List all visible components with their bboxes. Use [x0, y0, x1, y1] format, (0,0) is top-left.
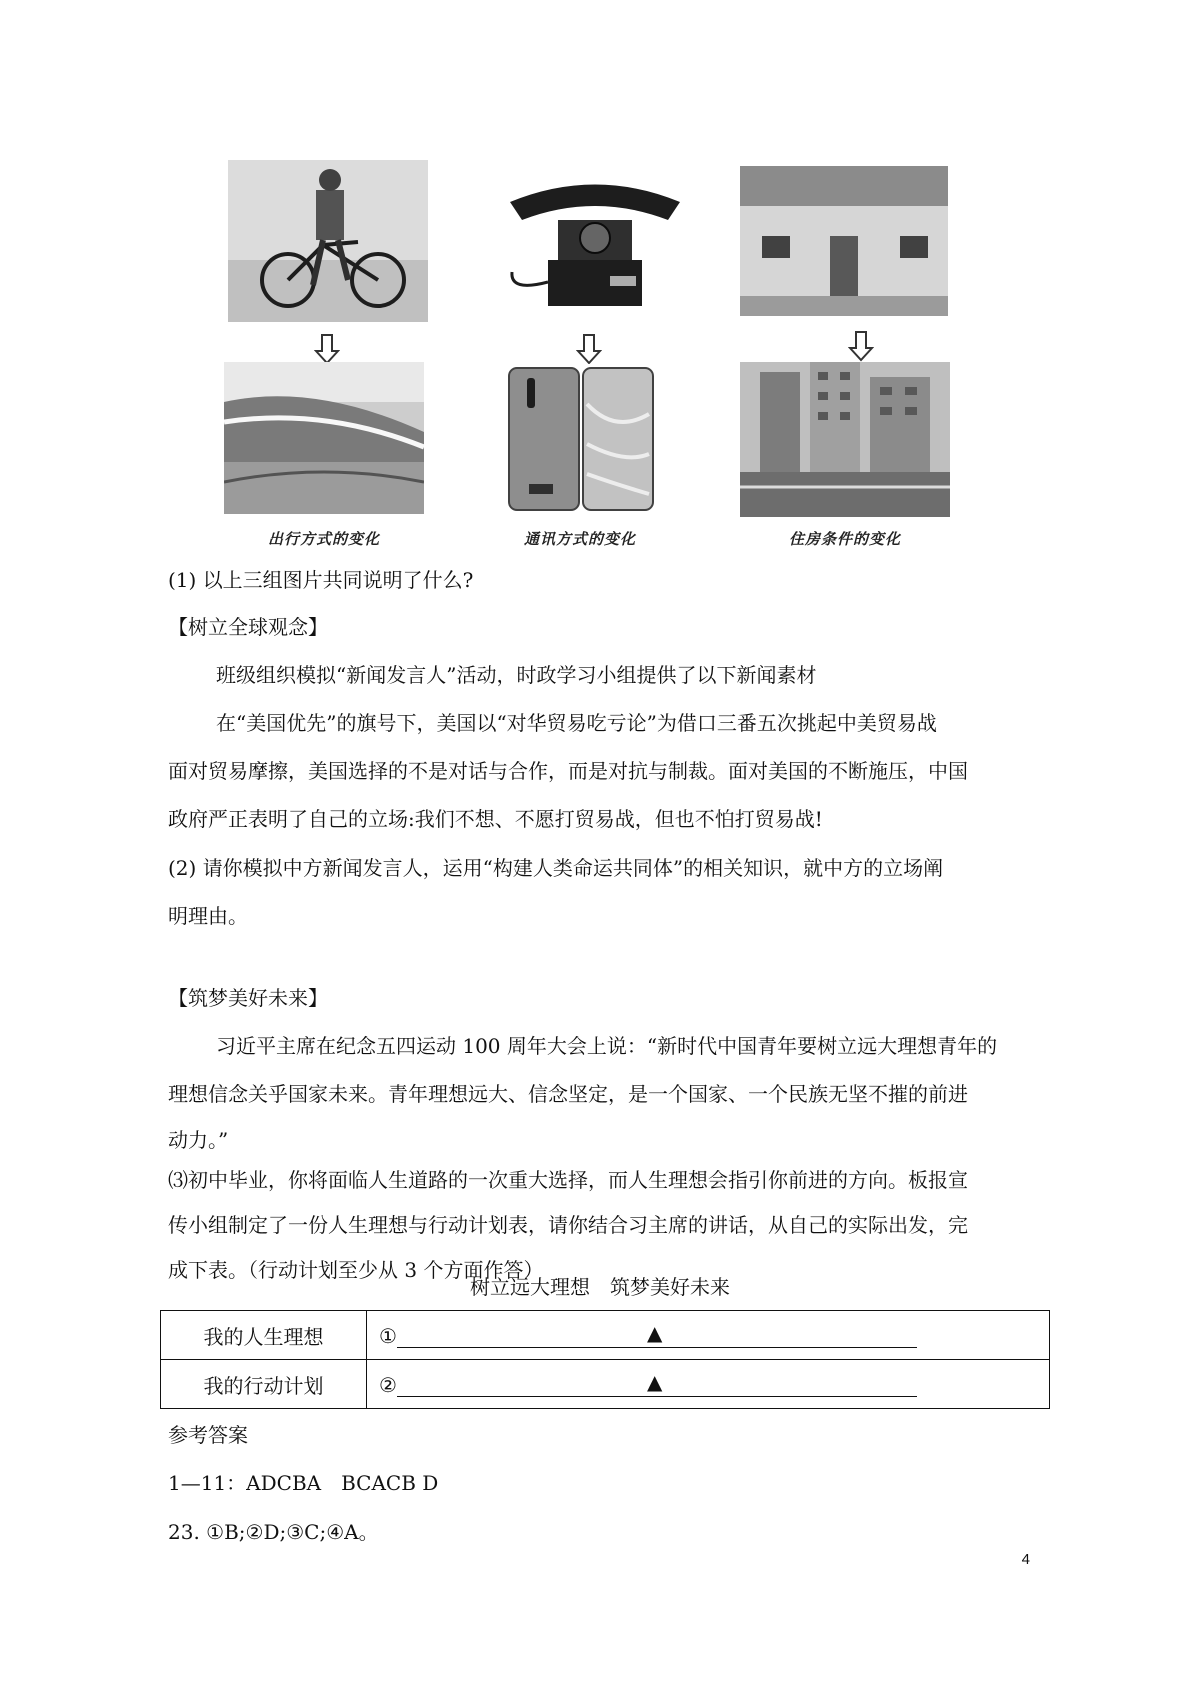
modern-apartment-photo: [740, 362, 950, 517]
answer-blank-cell[interactable]: [367, 1360, 1050, 1409]
triangle-marker: ▲: [646, 1369, 663, 1394]
caption-transport: 出行方式的变化: [267, 530, 380, 548]
answer-blank-cell[interactable]: [367, 1311, 1050, 1360]
answer-blank-line[interactable]: [397, 1320, 917, 1348]
answer-blank-line[interactable]: [397, 1369, 917, 1397]
down-arrow-icon: [314, 333, 340, 365]
ideal-plan-table: [160, 1310, 1050, 1409]
row-label: 我的行动计划: [161, 1360, 367, 1409]
answers-line: 23. ①B;②D;③C;④A。: [168, 1520, 379, 1544]
row-label: 我的人生理想: [161, 1311, 367, 1360]
question-3: ⑶初中毕业，你将面临人生道路的一次重大选择，而人生理想会指引你前进的方向。板报宣: [168, 1168, 968, 1192]
question-3-cont: 成下表。（行动计划至少从 3 个方面作答）: [168, 1258, 544, 1282]
bicycle-photo: [228, 160, 428, 322]
blank-marker: ②: [379, 1372, 397, 1397]
caption-communication: 通讯方式的变化: [523, 530, 636, 548]
caption-housing: 住房条件的变化: [788, 530, 901, 548]
smartphone-photo: [505, 364, 657, 514]
triangle-marker: ▲: [646, 1320, 663, 1345]
bullet-train-photo: [224, 362, 424, 514]
photo-figure: [0, 0, 1200, 560]
question-2-cont: 明理由。: [168, 904, 248, 928]
quote-line: 习近平主席在纪念五四运动 100 周年大会上说：“新时代中国青年要树立远大理想青年的: [216, 1034, 998, 1058]
rotary-telephone-photo: [500, 172, 690, 310]
quote-line: 动力。”: [168, 1128, 229, 1152]
answers-title: 参考答案: [168, 1423, 248, 1447]
section-title-dream-future: 【筑梦美好未来】: [168, 986, 328, 1010]
table-title: 树立远大理想 筑梦美好未来: [470, 1275, 730, 1299]
section-title-global-view: 【树立全球观念】: [168, 615, 328, 639]
answers-line: 1—11：ADCBA BCACB D: [168, 1471, 439, 1495]
page-number: 4: [1021, 1551, 1030, 1568]
table-row: [161, 1360, 1050, 1409]
down-arrow-icon: [848, 330, 874, 362]
question-1: (1) 以上三组图片共同说明了什么?: [168, 568, 474, 592]
news-text-line: 在“美国优先”的旗号下，美国以“对华贸易吃亏论”为借口三番五次挑起中美贸易战: [216, 711, 937, 735]
question-2: (2) 请你模拟中方新闻发言人，运用“构建人类命运共同体”的相关知识，就中方的立场阐: [168, 856, 944, 880]
table-row: [161, 1311, 1050, 1360]
activity-intro: 班级组织模拟“新闻发言人”活动，时政学习小组提供了以下新闻素材: [216, 663, 817, 687]
news-text-line: 面对贸易摩擦，美国选择的不是对话与合作，而是对抗与制裁。面对美国的不断施压，中国: [168, 759, 968, 783]
blank-marker: ①: [379, 1323, 397, 1348]
question-3-cont: 传小组制定了一份人生理想与行动计划表，请你结合习主席的讲话，从自己的实际出发，完: [168, 1213, 968, 1237]
down-arrow-icon: [576, 333, 602, 365]
quote-line: 理想信念关乎国家未来。青年理想远大、信念坚定，是一个国家、一个民族无坚不摧的前进: [168, 1082, 968, 1106]
old-house-photo: [740, 166, 948, 316]
news-text-line: 政府严正表明了自己的立场:我们不想、不愿打贸易战，但也不怕打贸易战!: [168, 807, 823, 831]
